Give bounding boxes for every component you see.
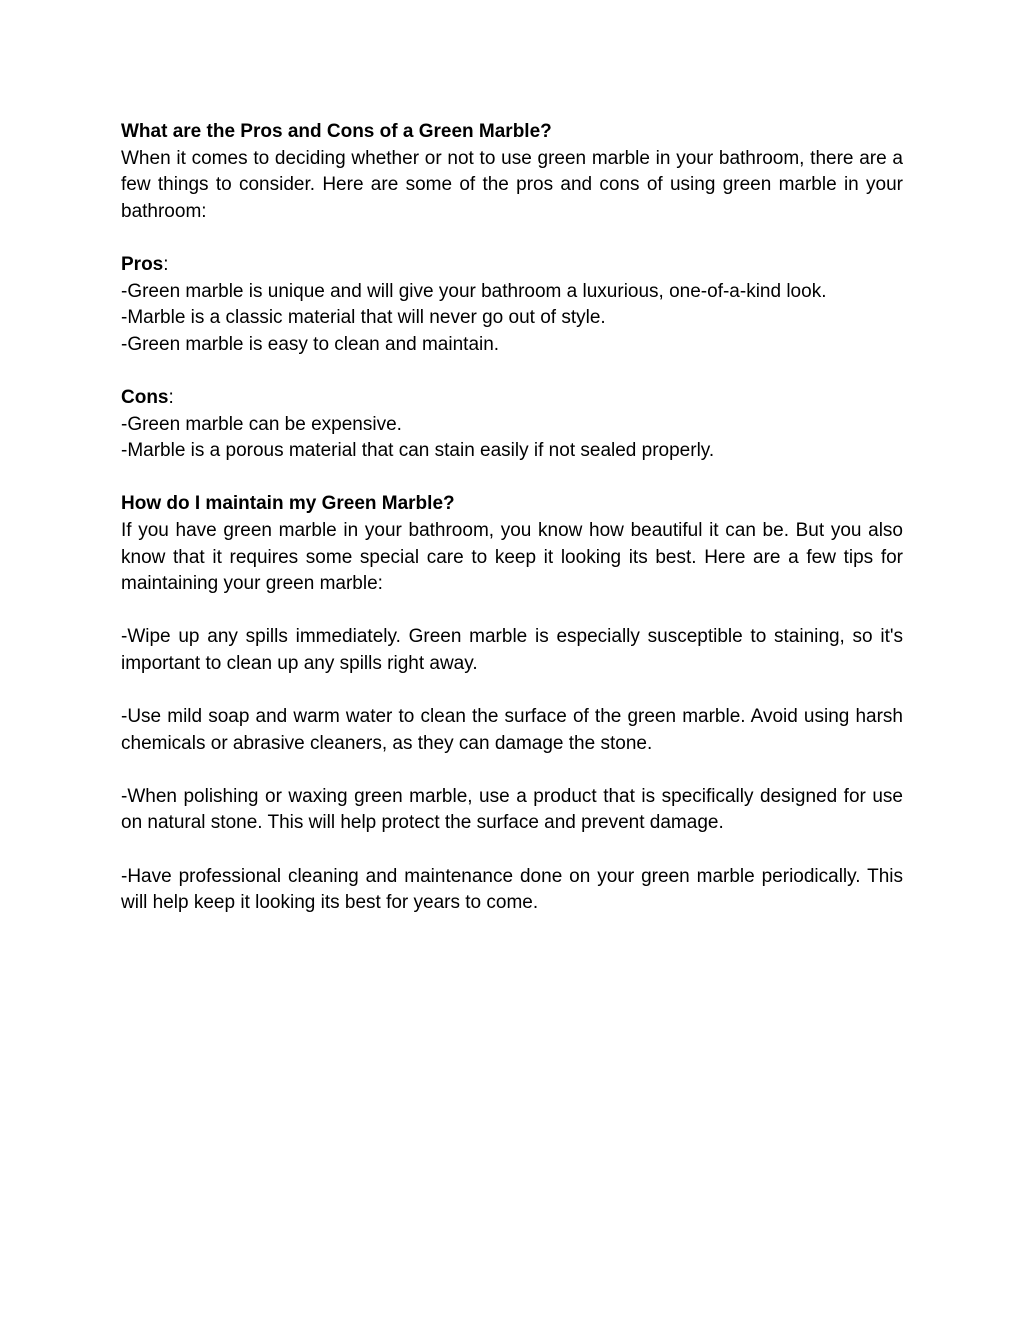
spacer	[121, 225, 903, 252]
spacer	[121, 837, 903, 864]
intro-paragraph: When it comes to deciding whether or not to use green marble in your bathroom, there are a few things to consider. Here are some of the pros and cons of using green marble in your bathroom:	[121, 147, 903, 222]
cons-label: Cons	[121, 386, 169, 408]
spacer	[121, 757, 903, 784]
pros-label-line	[121, 252, 903, 279]
document-page	[121, 119, 903, 917]
cons-item: -Green marble can be expensive.	[121, 413, 402, 435]
maintenance-intro-paragraph: If you have green marble in your bathroom, you know how beautiful it can be. But you also know that it requires some special care to keep it looking its best. Here are a few tips for maintaining your green marble:	[121, 519, 903, 595]
spacer	[121, 677, 903, 704]
spacer	[121, 358, 903, 385]
cons-colon: :	[168, 386, 174, 408]
tip-paragraph: -Have professional cleaning and maintenance done on your green marble periodically. This will help keep it looking its best for years to come.	[121, 865, 903, 914]
pros-colon: :	[163, 253, 169, 275]
spacer	[121, 598, 903, 625]
tip-paragraph: -Use mild soap and warm water to clean the surface of the green marble. Avoid using harsh chemicals or abrasive cleaners, as they can damage the stone.	[121, 706, 903, 754]
pros-label: Pros	[121, 253, 164, 275]
pros-item: -Green marble is unique and will give your bathroom a luxurious, one-of-a-kind look.	[121, 280, 827, 302]
spacer	[121, 465, 903, 492]
pros-item: -Marble is a classic material that will never go out of style.	[121, 307, 606, 329]
section-heading-pros-cons: What are the Pros and Cons of a Green Marble?	[121, 121, 552, 142]
pros-item: -Green marble is easy to clean and maintain.	[121, 333, 500, 355]
section-heading-maintenance: How do I maintain my Green Marble?	[121, 493, 455, 515]
cons-item: -Marble is a porous material that can stain easily if not sealed properly.	[121, 440, 715, 462]
tip-paragraph: -Wipe up any spills immediately. Green marble is especially susceptible to staining, so it's important to clean up any spills right away.	[121, 626, 903, 674]
tip-paragraph: -When polishing or waxing green marble, use a product that is specifically designed for use on natural stone. This will help protect the surface and prevent damage.	[121, 785, 903, 834]
cons-label-line	[121, 385, 903, 412]
